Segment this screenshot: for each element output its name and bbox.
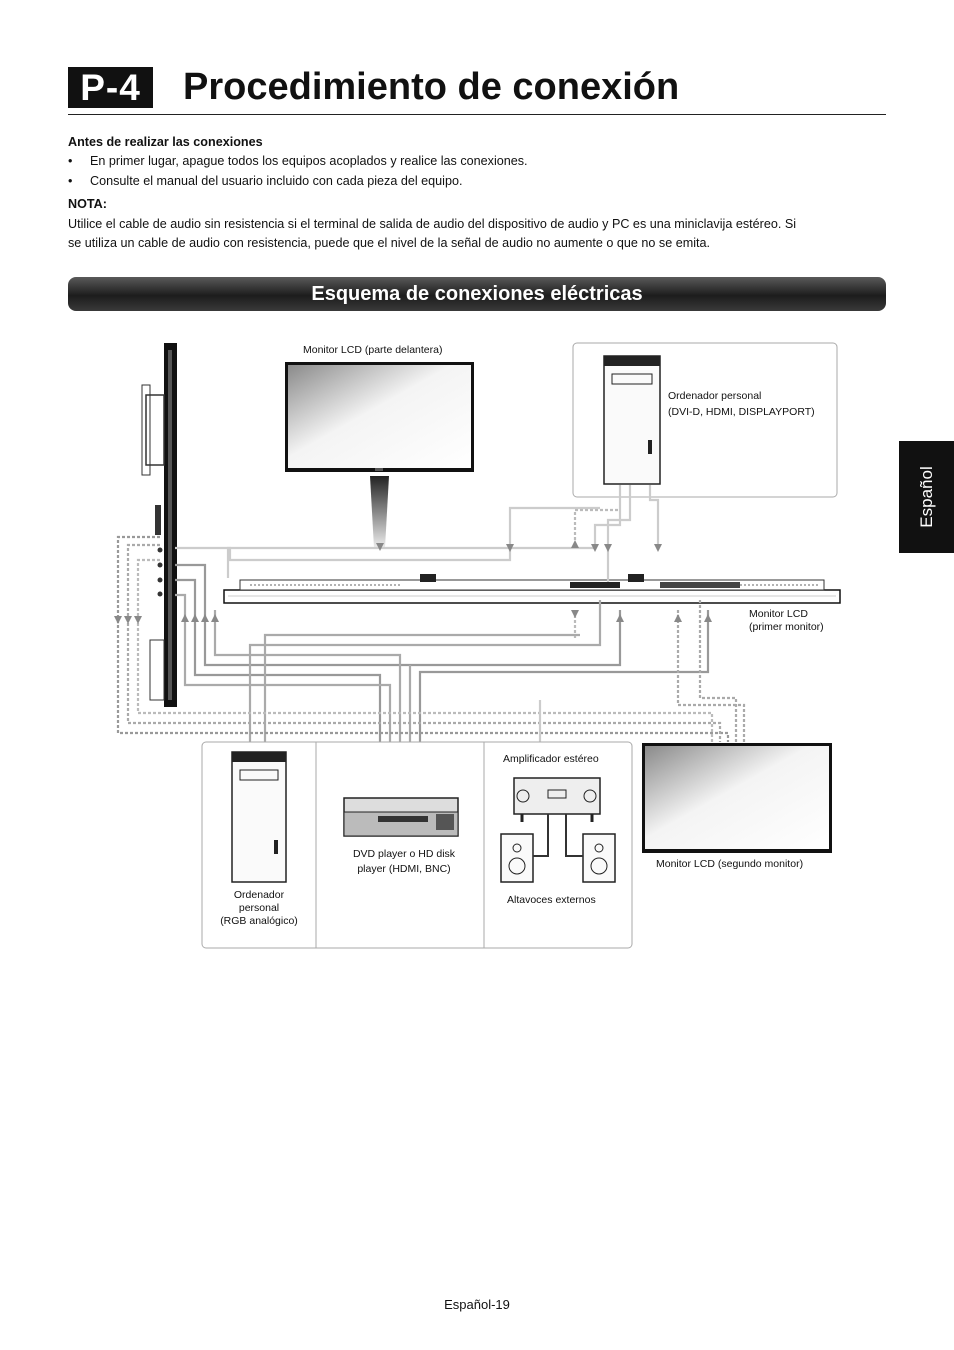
note-text-line1: Utilice el cable de audio sin resistencia si el terminal de salida de audio del dispositivo de audio y PC es una miniclavija estéreo. Si: [68, 217, 797, 231]
dvd-player-illustration: [344, 798, 458, 836]
label-pc-analog-line1: Ordenador: [233, 889, 285, 901]
label-speakers: Altavoces externos: [507, 894, 596, 906]
note-text-line2: se utiliza un cable de audio con resistencia, puede que el nivel de la señal de audio no aumente o que no se emita.: [68, 236, 711, 250]
bullet-icon: •: [68, 174, 73, 188]
intro-bullet-text: En primer lugar, apague todos los equipos acoplados y realice las conexiones.: [90, 154, 528, 168]
bullet-icon: •: [68, 154, 73, 168]
section-title: Esquema de conexiones eléctricas: [311, 283, 643, 305]
first-monitor-rear: [224, 574, 840, 603]
monitor-front-illustration: [285, 362, 474, 548]
intro-bullet-text: Consulte el manual del usuario incluido con cada pieza del equipo.: [90, 174, 463, 188]
second-monitor-illustration: [642, 743, 832, 853]
pc-digital-box: [573, 343, 837, 497]
label-pc-analog-line3: (RGB analógico): [220, 915, 298, 927]
section-badge: P-4: [68, 67, 153, 108]
note-heading: NOTA:: [68, 197, 107, 211]
pc-analog-illustration: [232, 752, 286, 882]
label-second-monitor: Monitor LCD (segundo monitor): [656, 858, 804, 870]
label-first-monitor-line2: (primer monitor): [749, 621, 824, 633]
label-pc-digital-line1: Ordenador personal: [668, 390, 762, 402]
language-tab-label: Español: [916, 466, 936, 528]
monitor-side-view: [142, 343, 177, 707]
label-first-monitor-line1: Monitor LCD: [749, 608, 808, 620]
label-amplifier: Amplificador estéreo: [503, 753, 599, 765]
cables: [118, 485, 744, 742]
page-number: Español-19: [444, 1297, 510, 1312]
label-pc-analog-line2: personal: [238, 902, 280, 914]
label-pc-digital-line2: (DVI-D, HDMI, DISPLAYPORT): [668, 406, 815, 418]
label-monitor-front: Monitor LCD (parte delantera): [303, 344, 443, 356]
intro-heading: Antes de realizar las conexiones: [68, 135, 263, 149]
page-title: Procedimiento de conexión: [183, 66, 680, 108]
label-dvd-line1: DVD player o HD disk: [352, 848, 456, 860]
label-dvd-line2: player (HDMI, BNC): [357, 863, 451, 875]
